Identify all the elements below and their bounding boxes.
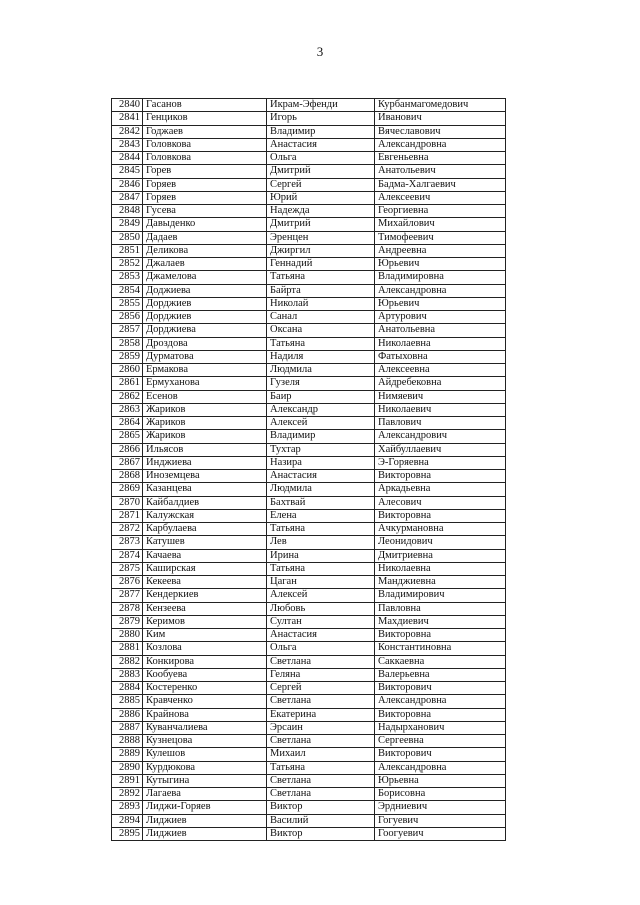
first-name-cell: Юрий (267, 191, 375, 204)
patronymic-cell: Сергеевна (375, 735, 506, 748)
row-number: 2889 (112, 748, 143, 761)
table-row (112, 297, 506, 310)
patronymic-cell: Николаевна (375, 562, 506, 575)
last-name-cell: Костеренко (143, 682, 267, 695)
table-row (112, 165, 506, 178)
patronymic-cell: Борисовна (375, 788, 506, 801)
table-row (112, 324, 506, 337)
patronymic-cell: Павловна (375, 602, 506, 615)
last-name-cell: Есенов (143, 390, 267, 403)
row-number: 2878 (112, 602, 143, 615)
row-number: 2864 (112, 417, 143, 430)
patronymic-cell: Юрьевич (375, 258, 506, 271)
row-number: 2884 (112, 682, 143, 695)
first-name-cell: Дмитрий (267, 165, 375, 178)
first-name-cell: Цаган (267, 576, 375, 589)
last-name-cell: Качаева (143, 549, 267, 562)
patronymic-cell: Александровна (375, 695, 506, 708)
table-row (112, 152, 506, 165)
patronymic-cell: Михайлович (375, 218, 506, 231)
patronymic-cell: Дмитриевна (375, 549, 506, 562)
last-name-cell: Карбулаева (143, 523, 267, 536)
table-row (112, 774, 506, 787)
patronymic-cell: Валерьевна (375, 668, 506, 681)
row-number: 2853 (112, 271, 143, 284)
patronymic-cell: Артурович (375, 311, 506, 324)
patronymic-cell: Хайбуллаевич (375, 443, 506, 456)
first-name-cell: Светлана (267, 695, 375, 708)
first-name-cell: Сергей (267, 178, 375, 191)
row-number: 2859 (112, 350, 143, 363)
row-number: 2856 (112, 311, 143, 324)
last-name-cell: Деликова (143, 244, 267, 257)
patronymic-cell: Георгиевна (375, 205, 506, 218)
last-name-cell: Дроздова (143, 337, 267, 350)
patronymic-cell: Нимяевич (375, 390, 506, 403)
patronymic-cell: Викторович (375, 748, 506, 761)
first-name-cell: Назира (267, 456, 375, 469)
table-row (112, 417, 506, 430)
row-number: 2841 (112, 112, 143, 125)
patronymic-cell: Анатольевна (375, 324, 506, 337)
table-row (112, 695, 506, 708)
first-name-cell: Василий (267, 814, 375, 827)
patronymic-cell: Владимирович (375, 589, 506, 602)
table-row (112, 191, 506, 204)
row-number: 2855 (112, 297, 143, 310)
first-name-cell: Эрсаин (267, 721, 375, 734)
row-number: 2883 (112, 668, 143, 681)
last-name-cell: Иноземцева (143, 470, 267, 483)
last-name-cell: Дорджиева (143, 324, 267, 337)
last-name-cell: Кузнецова (143, 735, 267, 748)
table-row (112, 99, 506, 112)
last-name-cell: Дадаев (143, 231, 267, 244)
table-row (112, 403, 506, 416)
row-number: 2862 (112, 390, 143, 403)
table-row (112, 761, 506, 774)
table-row (112, 576, 506, 589)
roster-body (112, 99, 506, 841)
first-name-cell: Светлана (267, 655, 375, 668)
table-row (112, 112, 506, 125)
patronymic-cell: Алексеевна (375, 364, 506, 377)
first-name-cell: Владимир (267, 125, 375, 138)
last-name-cell: Ермакова (143, 364, 267, 377)
row-number: 2842 (112, 125, 143, 138)
last-name-cell: Лиджиев (143, 814, 267, 827)
last-name-cell: Головкова (143, 152, 267, 165)
last-name-cell: Горев (143, 165, 267, 178)
patronymic-cell: Надырханович (375, 721, 506, 734)
first-name-cell: Ирина (267, 549, 375, 562)
table-row (112, 218, 506, 231)
table-row (112, 231, 506, 244)
first-name-cell: Анастасия (267, 629, 375, 642)
last-name-cell: Жариков (143, 430, 267, 443)
last-name-cell: Дурматова (143, 350, 267, 363)
table-row (112, 205, 506, 218)
row-number: 2858 (112, 337, 143, 350)
last-name-cell: Казанцева (143, 483, 267, 496)
first-name-cell: Ольга (267, 152, 375, 165)
patronymic-cell: Леонидович (375, 536, 506, 549)
table-row (112, 549, 506, 562)
patronymic-cell: Александрович (375, 430, 506, 443)
row-number: 2891 (112, 774, 143, 787)
table-row (112, 602, 506, 615)
last-name-cell: Катушев (143, 536, 267, 549)
row-number: 2847 (112, 191, 143, 204)
last-name-cell: Жариков (143, 403, 267, 416)
table-row (112, 496, 506, 509)
patronymic-cell: Э-Горяевна (375, 456, 506, 469)
last-name-cell: Курдюкова (143, 761, 267, 774)
table-row (112, 390, 506, 403)
first-name-cell: Тухтар (267, 443, 375, 456)
table-row (112, 364, 506, 377)
table-row (112, 748, 506, 761)
first-name-cell: Людмила (267, 483, 375, 496)
patronymic-cell: Ачкурмановна (375, 523, 506, 536)
table-row (112, 827, 506, 840)
table-row (112, 125, 506, 138)
table-row (112, 311, 506, 324)
first-name-cell: Татьяна (267, 523, 375, 536)
first-name-cell: Светлана (267, 774, 375, 787)
last-name-cell: Ким (143, 629, 267, 642)
patronymic-cell: Константиновна (375, 642, 506, 655)
first-name-cell: Николай (267, 297, 375, 310)
patronymic-cell: Викторович (375, 682, 506, 695)
first-name-cell: Светлана (267, 788, 375, 801)
last-name-cell: Ермуханова (143, 377, 267, 390)
last-name-cell: Головкова (143, 138, 267, 151)
row-number: 2865 (112, 430, 143, 443)
table-row (112, 337, 506, 350)
row-number: 2886 (112, 708, 143, 721)
row-number: 2885 (112, 695, 143, 708)
first-name-cell: Светлана (267, 735, 375, 748)
table-row (112, 470, 506, 483)
row-number: 2868 (112, 470, 143, 483)
first-name-cell: Татьяна (267, 562, 375, 575)
first-name-cell: Икрам-Эфенди (267, 99, 375, 112)
row-number: 2875 (112, 562, 143, 575)
last-name-cell: Конкирова (143, 655, 267, 668)
last-name-cell: Жариков (143, 417, 267, 430)
table-row (112, 443, 506, 456)
table-row (112, 642, 506, 655)
row-number: 2844 (112, 152, 143, 165)
last-name-cell: Годжаев (143, 125, 267, 138)
table-row (112, 801, 506, 814)
first-name-cell: Дмитрий (267, 218, 375, 231)
last-name-cell: Доджиева (143, 284, 267, 297)
row-number: 2880 (112, 629, 143, 642)
table-row (112, 589, 506, 602)
table-row (112, 523, 506, 536)
first-name-cell: Игорь (267, 112, 375, 125)
first-name-cell: Джиргил (267, 244, 375, 257)
patronymic-cell: Викторовна (375, 629, 506, 642)
patronymic-cell: Махдиевич (375, 615, 506, 628)
patronymic-cell: Алексеевич (375, 191, 506, 204)
first-name-cell: Санал (267, 311, 375, 324)
first-name-cell: Геляна (267, 668, 375, 681)
first-name-cell: Анастасия (267, 470, 375, 483)
last-name-cell: Горяев (143, 178, 267, 191)
first-name-cell: Алексей (267, 417, 375, 430)
row-number: 2893 (112, 801, 143, 814)
first-name-cell: Людмила (267, 364, 375, 377)
row-number: 2857 (112, 324, 143, 337)
patronymic-cell: Юрьевна (375, 774, 506, 787)
row-number: 2888 (112, 735, 143, 748)
patronymic-cell: Эрдниевич (375, 801, 506, 814)
first-name-cell: Султан (267, 615, 375, 628)
roster-table (111, 98, 506, 841)
first-name-cell: Оксана (267, 324, 375, 337)
row-number: 2887 (112, 721, 143, 734)
table-row (112, 629, 506, 642)
patronymic-cell: Анатольевич (375, 165, 506, 178)
row-number: 2895 (112, 827, 143, 840)
table-row (112, 814, 506, 827)
row-number: 2846 (112, 178, 143, 191)
patronymic-cell: Манджиевна (375, 576, 506, 589)
last-name-cell: Кензеева (143, 602, 267, 615)
first-name-cell: Эренцен (267, 231, 375, 244)
first-name-cell: Татьяна (267, 337, 375, 350)
patronymic-cell: Викторовна (375, 509, 506, 522)
table-row (112, 350, 506, 363)
patronymic-cell: Тимофеевич (375, 231, 506, 244)
row-number: 2850 (112, 231, 143, 244)
row-number: 2867 (112, 456, 143, 469)
first-name-cell: Алексей (267, 589, 375, 602)
row-number: 2870 (112, 496, 143, 509)
patronymic-cell: Курбанмагомедович (375, 99, 506, 112)
row-number: 2882 (112, 655, 143, 668)
patronymic-cell: Бадма-Халгаевич (375, 178, 506, 191)
last-name-cell: Куванчалиева (143, 721, 267, 734)
patronymic-cell: Фатыховна (375, 350, 506, 363)
last-name-cell: Кравченко (143, 695, 267, 708)
patronymic-cell: Павлович (375, 417, 506, 430)
last-name-cell: Козлова (143, 642, 267, 655)
first-name-cell: Геннадий (267, 258, 375, 271)
row-number: 2869 (112, 483, 143, 496)
row-number: 2873 (112, 536, 143, 549)
table-row (112, 536, 506, 549)
table-row (112, 178, 506, 191)
patronymic-cell: Александровна (375, 138, 506, 151)
patronymic-cell: Саккаевна (375, 655, 506, 668)
patronymic-cell: Гоогуевич (375, 827, 506, 840)
first-name-cell: Любовь (267, 602, 375, 615)
patronymic-cell: Айдребековна (375, 377, 506, 390)
table-row (112, 483, 506, 496)
row-number: 2890 (112, 761, 143, 774)
page-number: 3 (316, 44, 324, 59)
first-name-cell: Надежда (267, 205, 375, 218)
first-name-cell: Екатерина (267, 708, 375, 721)
last-name-cell: Керимов (143, 615, 267, 628)
table-row (112, 509, 506, 522)
patronymic-cell: Евгеньевна (375, 152, 506, 165)
last-name-cell: Каширская (143, 562, 267, 575)
table-row (112, 456, 506, 469)
row-number: 2849 (112, 218, 143, 231)
first-name-cell: Сергей (267, 682, 375, 695)
table-row (112, 682, 506, 695)
first-name-cell: Елена (267, 509, 375, 522)
table-row (112, 735, 506, 748)
first-name-cell: Гузеля (267, 377, 375, 390)
table-row (112, 655, 506, 668)
first-name-cell: Татьяна (267, 271, 375, 284)
table-row (112, 721, 506, 734)
last-name-cell: Кекеева (143, 576, 267, 589)
table-row (112, 271, 506, 284)
first-name-cell: Баир (267, 390, 375, 403)
row-number: 2852 (112, 258, 143, 271)
row-number: 2860 (112, 364, 143, 377)
first-name-cell: Владимир (267, 430, 375, 443)
last-name-cell: Давыденко (143, 218, 267, 231)
last-name-cell: Лиджиев (143, 827, 267, 840)
last-name-cell: Лиджи-Горяев (143, 801, 267, 814)
last-name-cell: Кутыгина (143, 774, 267, 787)
row-number: 2840 (112, 99, 143, 112)
last-name-cell: Генциков (143, 112, 267, 125)
last-name-cell: Гасанов (143, 99, 267, 112)
row-number: 2871 (112, 509, 143, 522)
row-number: 2863 (112, 403, 143, 416)
row-number: 2881 (112, 642, 143, 655)
first-name-cell: Ольга (267, 642, 375, 655)
row-number: 2861 (112, 377, 143, 390)
last-name-cell: Гусева (143, 205, 267, 218)
patronymic-cell: Александровна (375, 284, 506, 297)
table-row (112, 377, 506, 390)
row-number: 2866 (112, 443, 143, 456)
row-number: 2848 (112, 205, 143, 218)
last-name-cell: Джалаев (143, 258, 267, 271)
first-name-cell: Михаил (267, 748, 375, 761)
patronymic-cell: Аркадьевна (375, 483, 506, 496)
first-name-cell: Бахтвай (267, 496, 375, 509)
table-row (112, 244, 506, 257)
patronymic-cell: Викторовна (375, 708, 506, 721)
table-row (112, 668, 506, 681)
last-name-cell: Кообуева (143, 668, 267, 681)
last-name-cell: Кулешов (143, 748, 267, 761)
first-name-cell: Надиля (267, 350, 375, 363)
table-row (112, 284, 506, 297)
patronymic-cell: Вячеславович (375, 125, 506, 138)
first-name-cell: Татьяна (267, 761, 375, 774)
patronymic-cell: Александровна (375, 761, 506, 774)
patronymic-cell: Юрьевич (375, 297, 506, 310)
last-name-cell: Джамелова (143, 271, 267, 284)
patronymic-cell: Иванович (375, 112, 506, 125)
last-name-cell: Крайнова (143, 708, 267, 721)
last-name-cell: Горяев (143, 191, 267, 204)
table-row (112, 788, 506, 801)
patronymic-cell: Алесович (375, 496, 506, 509)
table-row (112, 708, 506, 721)
patronymic-cell: Николаевна (375, 337, 506, 350)
table-row (112, 138, 506, 151)
row-number: 2874 (112, 549, 143, 562)
last-name-cell: Лагаева (143, 788, 267, 801)
last-name-cell: Кендеркиев (143, 589, 267, 602)
row-number: 2843 (112, 138, 143, 151)
last-name-cell: Инджиева (143, 456, 267, 469)
row-number: 2892 (112, 788, 143, 801)
patronymic-cell: Викторовна (375, 470, 506, 483)
row-number: 2877 (112, 589, 143, 602)
row-number: 2879 (112, 615, 143, 628)
table-row (112, 258, 506, 271)
patronymic-cell: Гогуевич (375, 814, 506, 827)
patronymic-cell: Андреевна (375, 244, 506, 257)
row-number: 2872 (112, 523, 143, 536)
table-row (112, 430, 506, 443)
first-name-cell: Александр (267, 403, 375, 416)
first-name-cell: Лев (267, 536, 375, 549)
row-number: 2876 (112, 576, 143, 589)
row-number: 2845 (112, 165, 143, 178)
first-name-cell: Виктор (267, 827, 375, 840)
last-name-cell: Дорджиев (143, 297, 267, 310)
first-name-cell: Виктор (267, 801, 375, 814)
row-number: 2854 (112, 284, 143, 297)
last-name-cell: Кайбалдиев (143, 496, 267, 509)
table-row (112, 562, 506, 575)
row-number: 2851 (112, 244, 143, 257)
last-name-cell: Ильясов (143, 443, 267, 456)
first-name-cell: Байрта (267, 284, 375, 297)
first-name-cell: Анастасия (267, 138, 375, 151)
row-number: 2894 (112, 814, 143, 827)
patronymic-cell: Владимировна (375, 271, 506, 284)
patronymic-cell: Николаевич (375, 403, 506, 416)
last-name-cell: Калужская (143, 509, 267, 522)
table-row (112, 615, 506, 628)
last-name-cell: Дорджиев (143, 311, 267, 324)
